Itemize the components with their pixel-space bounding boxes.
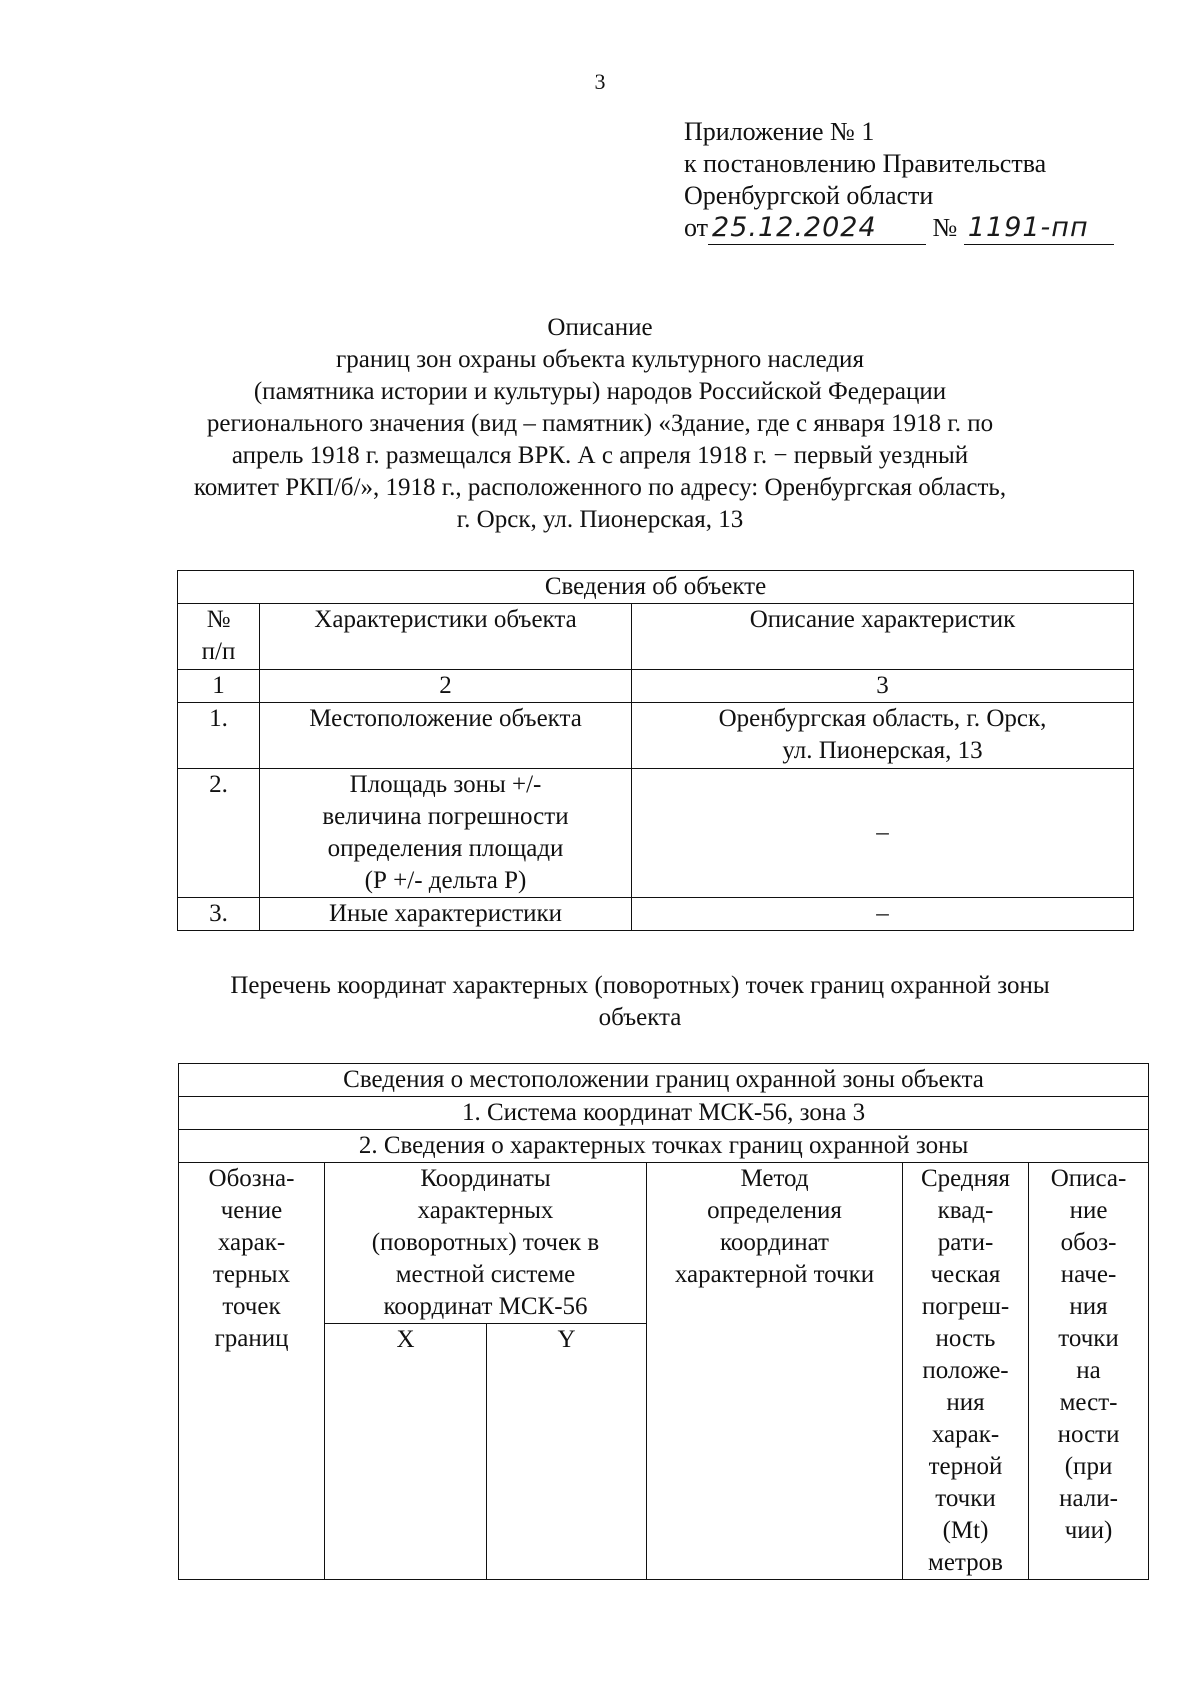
page-number: 3 (594, 69, 606, 94)
appendix-line-2: к постановлению Правительства (684, 149, 1047, 178)
title-line-6: комитет РКП/б/», 1918 г., расположенного по адресу: Оренбургская область, (193, 474, 1007, 501)
row-value: Оренбургская область, г. Орск, ул. Пионерская, 13 (632, 703, 1134, 769)
number-label: № (932, 213, 958, 242)
row-name: Местоположение объекта (260, 703, 632, 769)
title-line-5: апрель 1918 г. размещался ВРК. А с апреля 1918 г. − первый уездный (231, 442, 969, 469)
index-cell-3: 3 (632, 670, 1134, 703)
document-title (100, 312, 1100, 536)
title-line-1: Описание (547, 314, 653, 341)
coords-caption-2: 1. Система координат МСК-56, зона 3 (179, 1097, 1149, 1130)
list-heading-line-2: объекта (598, 1004, 682, 1031)
header-characteristics: Характеристики объекта (260, 604, 632, 670)
header-designation: Обозна- чение харак- терных точек границ (179, 1163, 325, 1580)
coords-caption-3: 2. Сведения о характерных точках границ охранной зоны (179, 1130, 1149, 1163)
index-cell-1: 1 (178, 670, 260, 703)
handwritten-number: 1191-пп (967, 212, 1089, 243)
header-method: Метод определения координат характерной точки (647, 1163, 903, 1580)
list-heading-line-1: Перечень координат характерных (поворотных) точек границ охранной зоны (230, 972, 1050, 999)
coordinates-table (178, 1063, 1149, 1580)
appendix-line-1: Приложение № 1 (684, 117, 875, 146)
row-name: Иные характеристики (260, 898, 632, 931)
title-line-2: границ зон охраны объекта культурного наследия (336, 346, 864, 373)
header-y: Y (487, 1324, 647, 1580)
title-line-4: регионального значения (вид – памятник) «Здание, где с января 1918 г. по (206, 410, 994, 437)
object-table-caption: Сведения об объекте (178, 571, 1134, 604)
object-info-table (177, 570, 1134, 931)
number-field (964, 212, 1114, 245)
header-coordinates: Координаты характерных (поворотных) точек в местной системе координат МСК-56 (325, 1163, 647, 1324)
index-cell-2: 2 (260, 670, 632, 703)
appendix-signature-line (684, 212, 1114, 245)
row-num: 1. (178, 703, 260, 769)
appendix-line-3: Оренбургской области (684, 181, 934, 210)
coordinates-list-heading (150, 970, 1130, 1034)
header-num: № п/п (178, 604, 260, 670)
handwritten-date: 25.12.2024 (712, 212, 877, 243)
header-point-description: Описа- ние обоз- наче- ния точки на мест- ности (при нали- чии) (1029, 1163, 1149, 1580)
row-name: Площадь зоны +/- величина погрешности определения площади (Р +/- дельта Р) (260, 769, 632, 898)
from-label: от (684, 213, 709, 242)
row-value: – (632, 769, 1134, 898)
title-line-3: (памятника истории и культуры) народов Российской Федерации (253, 378, 947, 405)
header-description: Описание характеристик (632, 604, 1134, 670)
appendix-block (684, 116, 1114, 245)
header-error: Средняя квад- рати- ческая погреш- ность положе- ния харак- терной точки (Mt) метров (903, 1163, 1029, 1580)
table-row (178, 703, 1134, 769)
row-value: – (632, 898, 1134, 931)
row-num: 2. (178, 769, 260, 898)
date-field (708, 212, 926, 245)
coords-caption-1: Сведения о местоположении границ охранной зоны объекта (179, 1064, 1149, 1097)
table-row (178, 769, 1134, 898)
row-num: 3. (178, 898, 260, 931)
header-x: X (325, 1324, 487, 1580)
title-line-7: г. Орск, ул. Пионерская, 13 (456, 506, 744, 533)
table-row (178, 898, 1134, 931)
